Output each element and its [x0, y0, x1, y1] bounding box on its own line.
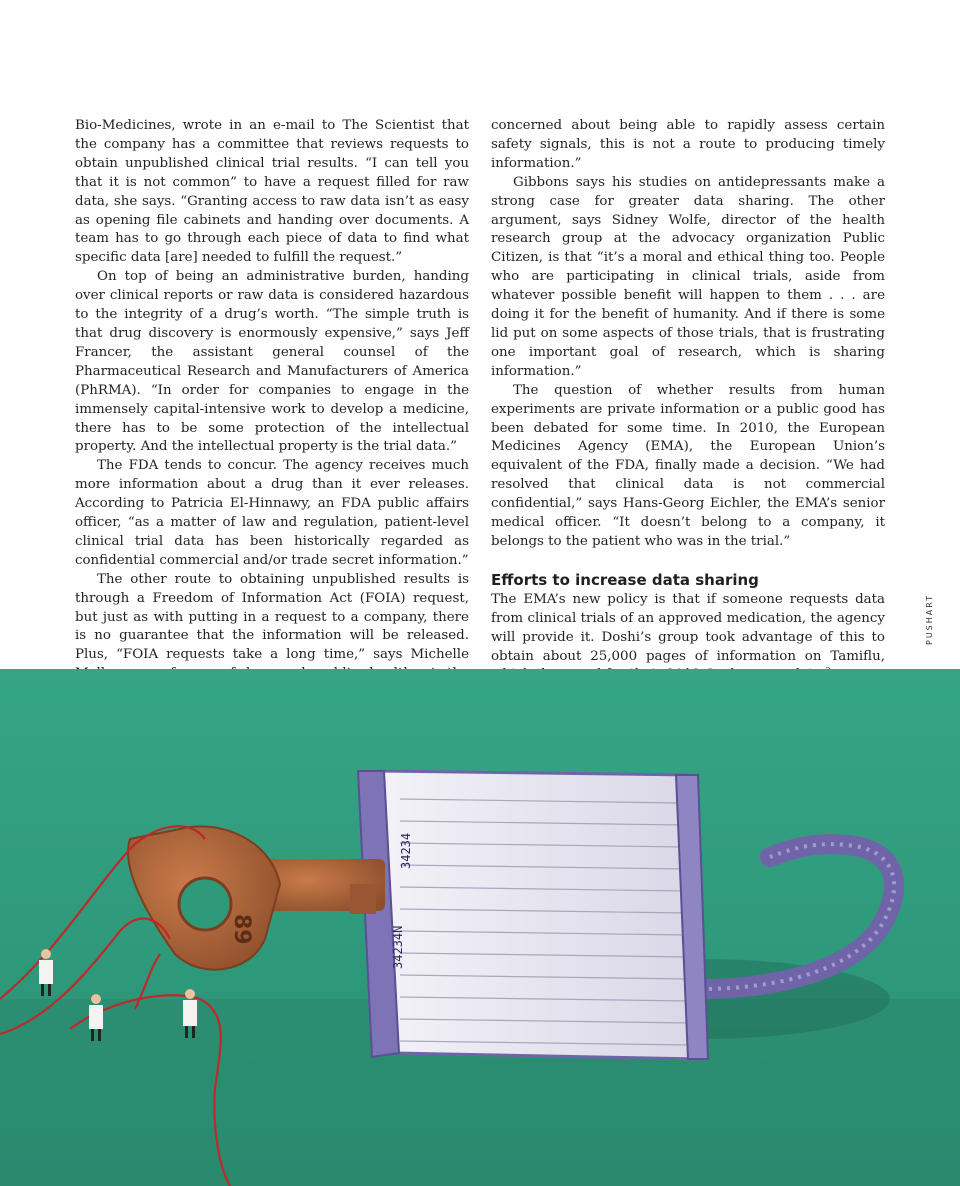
paragraph: The other route to obtaining unpublished results is through a Freedom of Information Act (FOIA) request, but just as with putting in a request to a company, there is no guarantee that the information will be released. Plus, “FOIA requests take a long time,” says Michelle [75, 571, 469, 663]
paragraph: On top of being an administrative burden, handing over clinical reports or raw data is considered hazardous to the integrity of a drug’s worth. “The simple truth is that drug discovery is enormously expensive,” says Jeff Francer, the assistant general counsel of the Pharmaceutical Research and Manufacturers of America (PhRMA). “In order for companies to engage in the immensely capital-intensive work to develop a medicine, there has to be some protection of the intellectual property. And the intellectual property is the trial data.” [75, 269, 469, 455]
paragraph: The FDA tends to concur. The agency receives much more information about a drug than it ever releases. According to Patricia El-Hinnawy, an FDA public affairs officer, “as a matter of law and regulation, patient-level clinical trial data has been historically regarded as confidential commercial and/or trade secret information.” [75, 458, 469, 568]
paragraph: Bio-Medicines, wrote in an e-mail to The Scientist that the company has a committee that reviews requests to obtain unpublished clinical trial results. “I can tell you that it is not common” to have a request filled for raw data, she says. “Granting access to raw data isn’t as easy as opening file cabinets and handing over documents. A team has to go through each piece of data to find what specific data [are] needed to fulfill the request.” [75, 118, 469, 266]
paragraph: The question of whether results from human experiments are private information or a public good has been debated for some time. In 2010, the European Medicines Agency (EMA), the European Union’s equivalent of the FDA, finally made a decision. “We had resolved that clinical data is not commercial confidential,” says Hans-Georg Eichler, the EMA’s senior medical officer. “It doesn’t belong to a company, it belongs to the patient who was in the trial.” [491, 382, 885, 549]
paragraph: concerned about being able to rapidly assess certain safety signals, this is not a route to producing timely information.” [491, 118, 885, 171]
spine-label-left: 34234N [391, 925, 405, 969]
illustration [0, 669, 960, 1186]
photo-credit: PUSHART [925, 593, 934, 645]
key-number: 89 [229, 914, 254, 945]
spine-label-right: 34234 [399, 832, 413, 869]
paragraph-text: The EMA’s new policy is that if someone requests data from clinical trials of an approved medication, the agency will provide it. Doshi’s group took advantage of this to obtain about 25,000 pages of information on Tamiflu, [491, 591, 885, 664]
padlock-key-illustration [0, 669, 960, 1186]
paragraph: Gibbons says his studies on antidepressants make a strong case for greater data sharing. The other argument, says Sidney Wolfe, director of the health research group at the advocacy organization Public Citizen, is that “it’s a moral and ethical thing too. People who are participating in clinical trials, aside from whatever possible benefit will happen to them . . . are doing it for the benefit of humanity. And if there is some lid put on some aspects of those trials, that is frustrating one important goal of research, which is sharing information.” [491, 174, 885, 379]
article-right-column [491, 117, 885, 742]
padlock-body [358, 771, 708, 1059]
section-subhead: Efforts to increase data sharing [491, 570, 759, 589]
article-left-column [75, 117, 469, 703]
